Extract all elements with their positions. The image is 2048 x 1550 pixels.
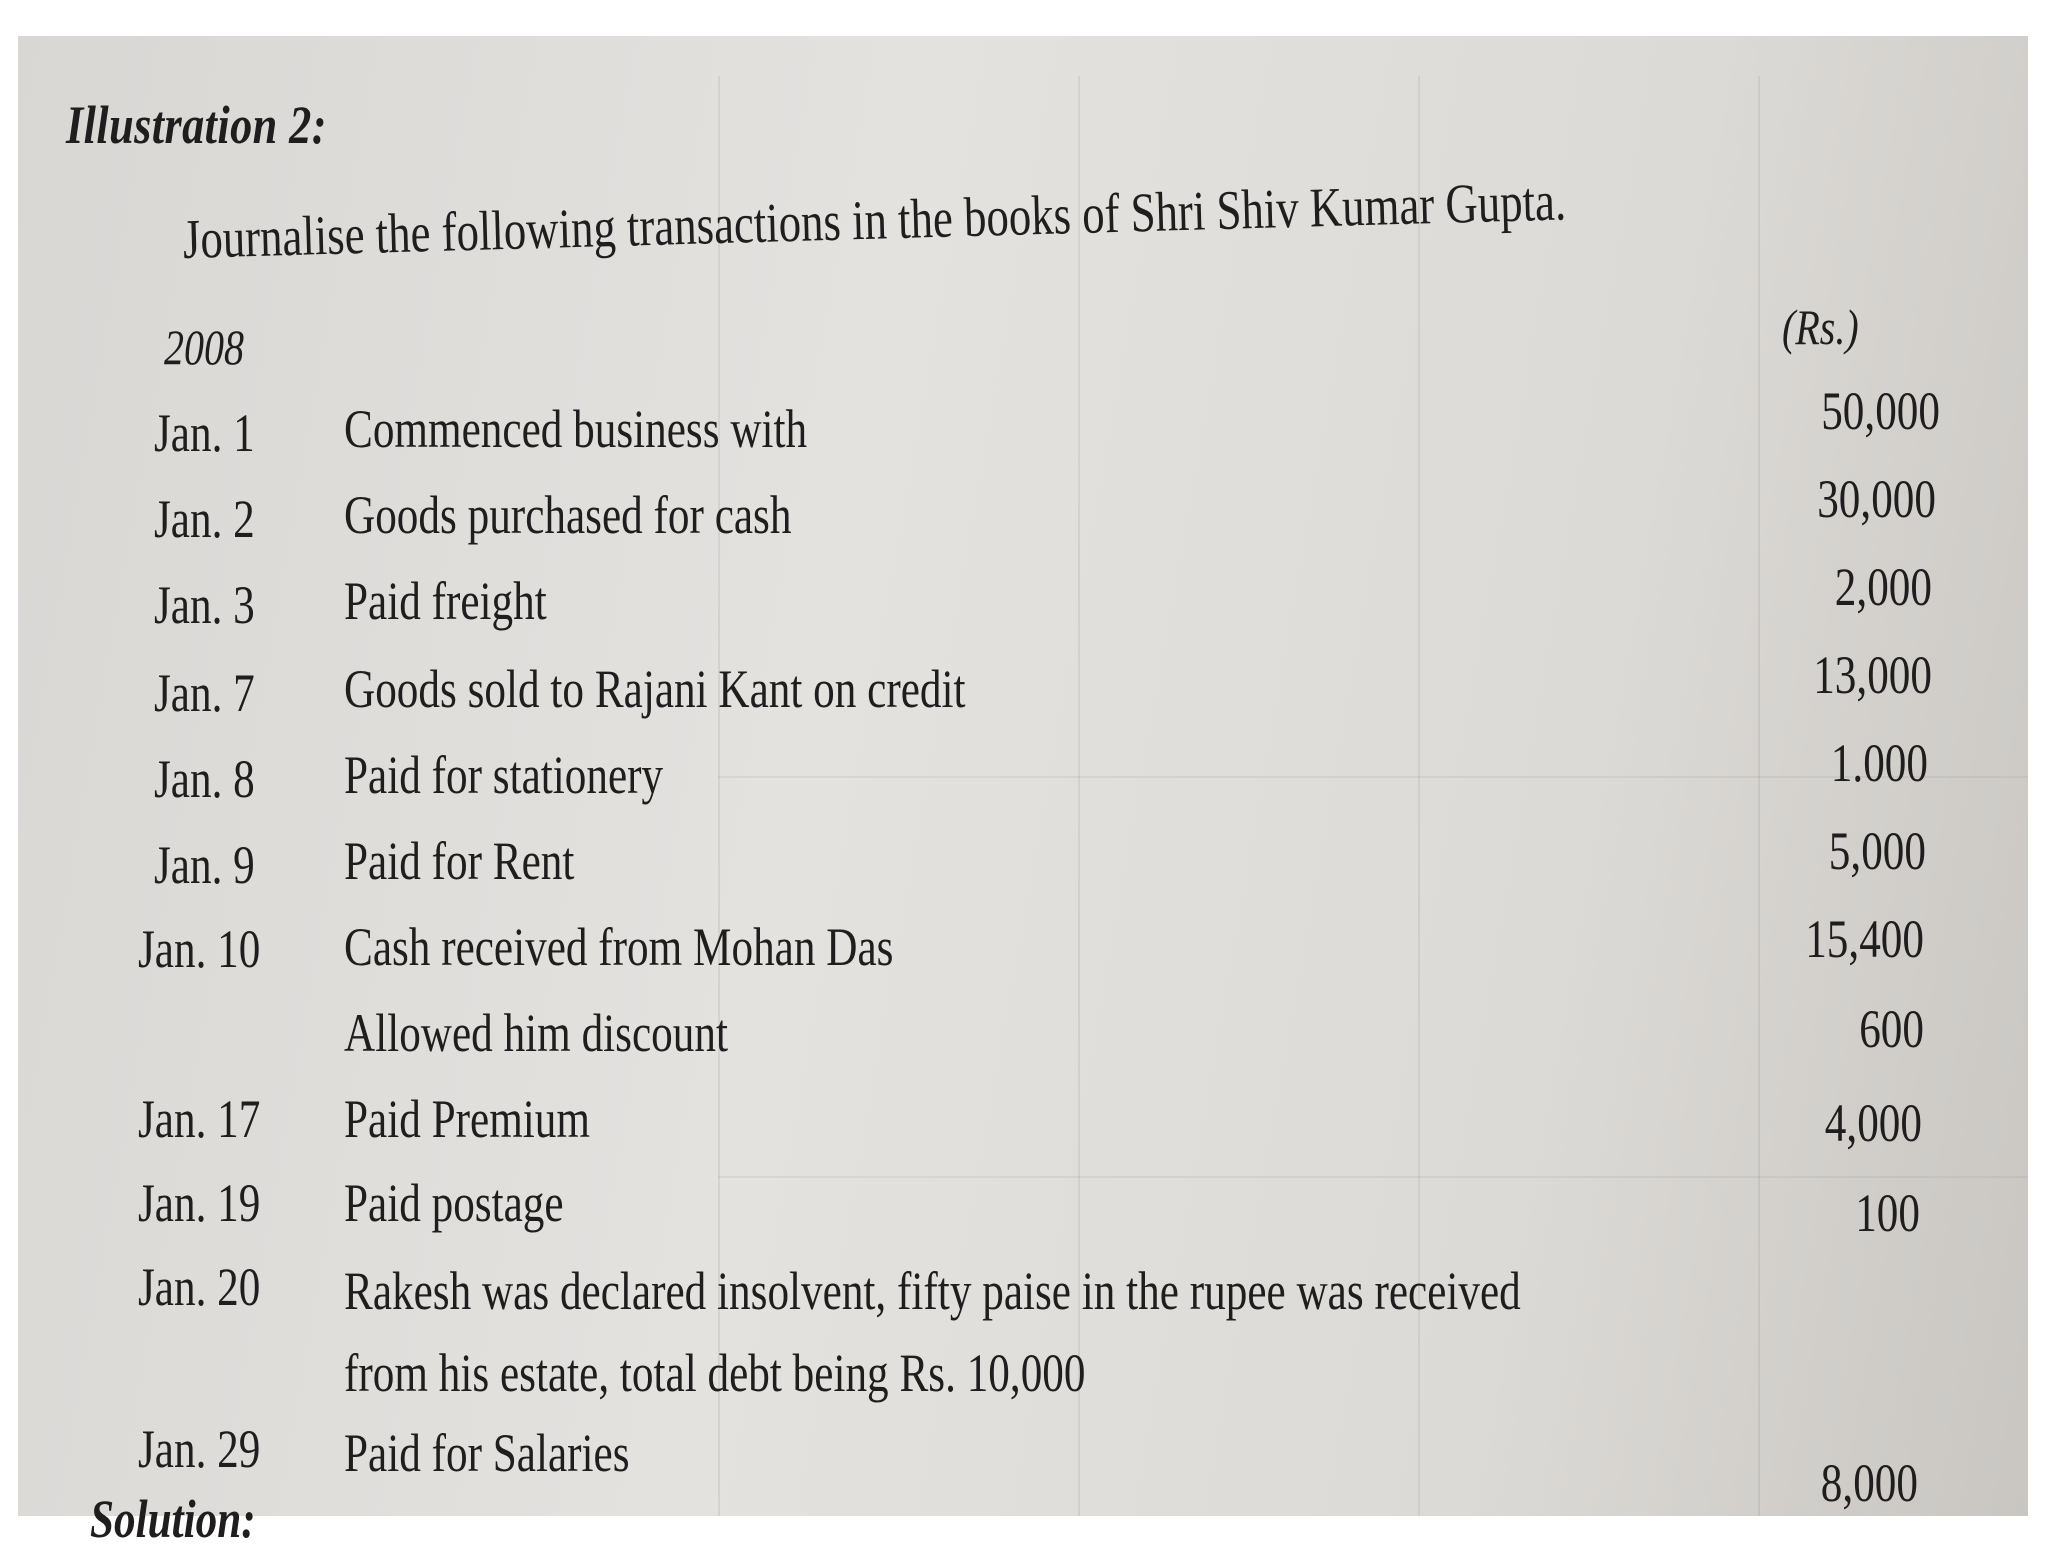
transaction-date: Jan. 3 (154, 575, 255, 635)
transaction-description: from his estate, total debt being Rs. 10,000 (344, 1343, 1086, 1403)
transaction-description: Paid Premium (344, 1089, 590, 1149)
transaction-description: Paid for stationery (344, 745, 664, 805)
transaction-description: Goods purchased for cash (344, 485, 792, 545)
transaction-amount: 100 (1855, 1183, 1920, 1243)
transaction-description: Paid for Rent (344, 831, 575, 891)
illustration-heading: Illustration 2: (66, 95, 327, 155)
year-label: 2008 (164, 319, 244, 375)
transaction-date: Jan. 19 (138, 1173, 261, 1233)
transaction-description: Rakesh was declared insolvent, fifty paise in the rupee was received (344, 1261, 1521, 1321)
transaction-amount: 4,000 (1824, 1093, 1922, 1153)
transaction-amount: 1.000 (1830, 733, 1928, 793)
transaction-date: Jan. 7 (154, 663, 255, 723)
transaction-description: Paid postage (344, 1173, 564, 1233)
transaction-amount: 13,000 (1813, 645, 1932, 705)
transaction-date: Jan. 2 (154, 489, 255, 549)
transaction-date: Jan. 17 (138, 1089, 261, 1149)
transaction-description: Cash received from Mohan Das (344, 917, 894, 977)
book-page (18, 36, 2028, 1549)
transaction-amount: 5,000 (1828, 821, 1926, 881)
transaction-description: Goods sold to Rajani Kant on credit (344, 659, 966, 719)
transaction-description: Commenced business with (344, 399, 808, 459)
transaction-amount: 15,400 (1805, 909, 1924, 969)
transaction-date: Jan. 1 (154, 403, 255, 463)
transaction-description: Paid freight (344, 571, 547, 631)
solution-heading-cut: Solution: (90, 1489, 256, 1549)
transaction-amount: 600 (1859, 999, 1924, 1059)
transaction-list (18, 36, 2028, 1516)
transaction-amount: 50,000 (1821, 381, 1940, 441)
transaction-amount: 2,000 (1834, 557, 1932, 617)
transaction-date: Jan. 10 (138, 919, 261, 979)
transaction-date: Jan. 9 (154, 835, 255, 895)
transaction-date: Jan. 20 (138, 1257, 261, 1317)
transaction-description: Paid for Salaries (344, 1423, 630, 1483)
transaction-date: Jan. 8 (154, 749, 255, 809)
currency-label: (Rs.) (1782, 299, 1859, 355)
transaction-description: Allowed him discount (344, 1003, 728, 1063)
transaction-amount: 30,000 (1817, 469, 1936, 529)
transaction-date: Jan. 29 (138, 1419, 261, 1479)
transaction-amount: 8,000 (1820, 1453, 1918, 1513)
instruction-text: Journalise the following transactions in the books of Shri Shiv Kumar Gupta. (182, 170, 1567, 271)
